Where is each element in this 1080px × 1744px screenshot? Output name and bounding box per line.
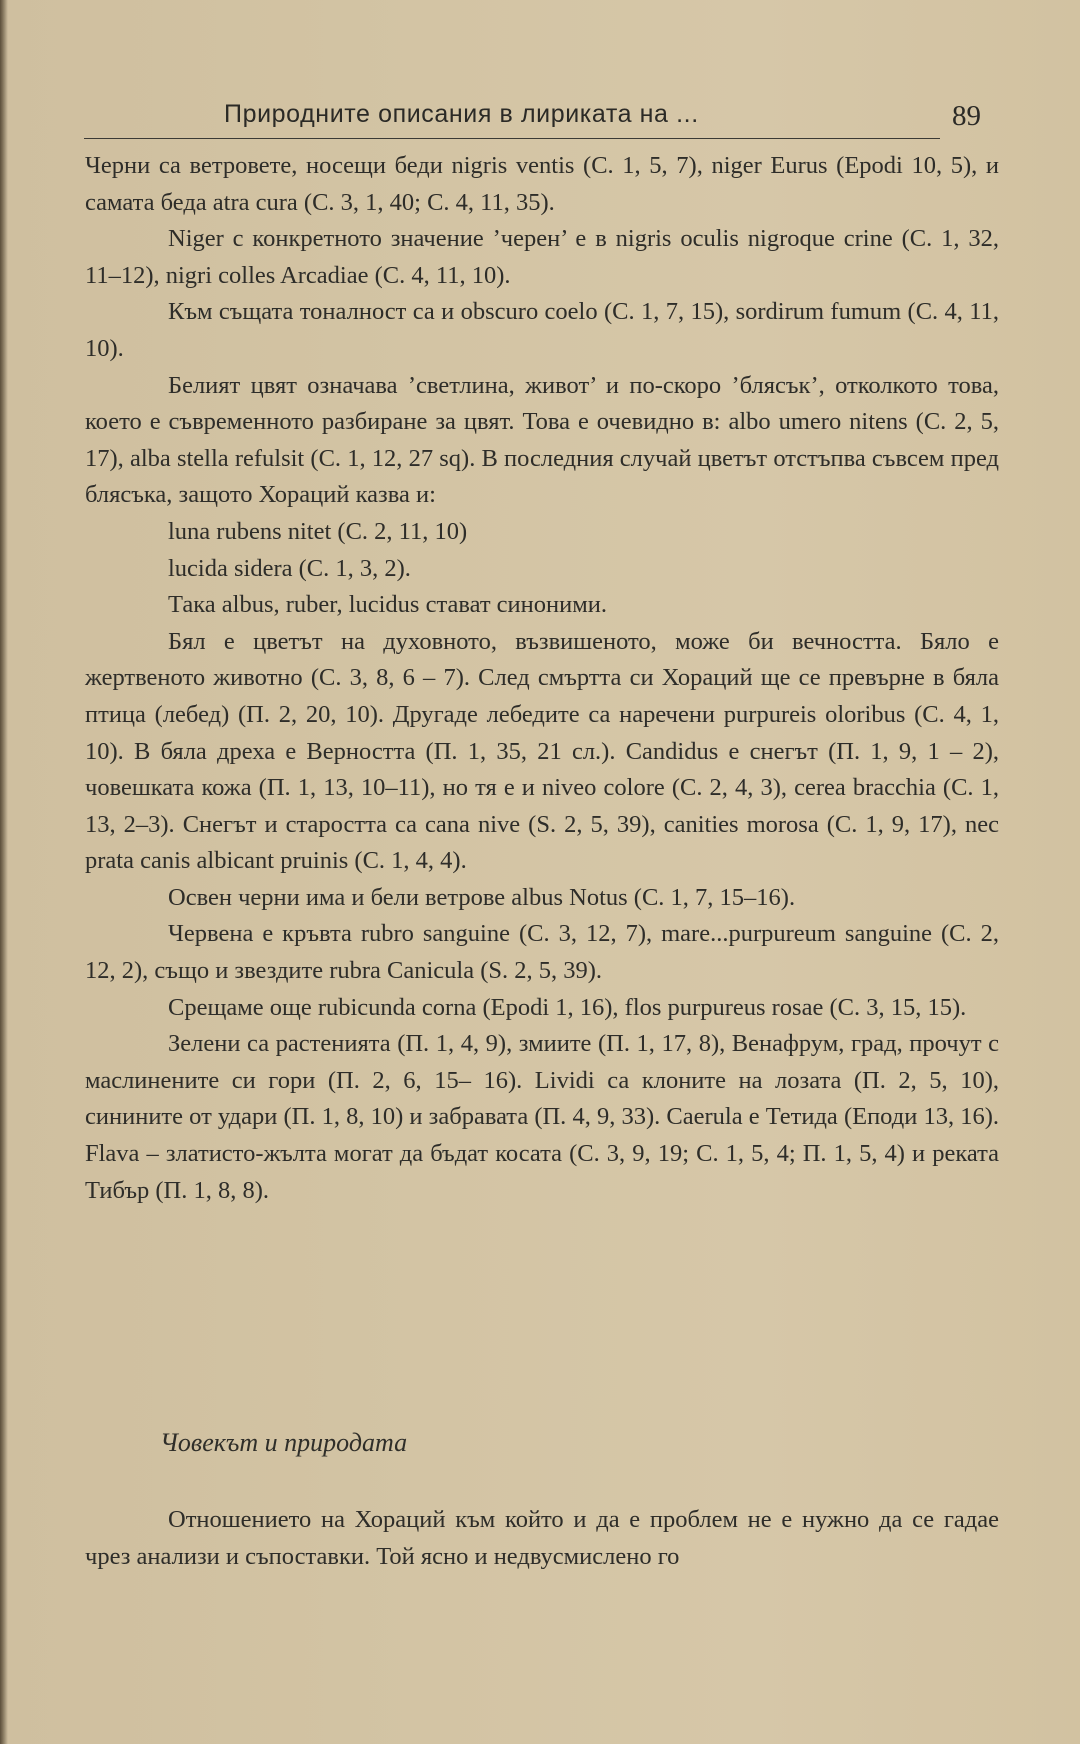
verse-line: luna rubens nitet (C. 2, 11, 10) — [168, 517, 468, 545]
paragraph: Бял е цветът на духовното, възвишеното, може би вечността. Бяло е жертвеното животно (C. 3, 8, 6 – 7). След смъртта си Хораций ще се превърне в бяла птица (лебед) (П. 2, 20, 10). Другаде лебедите са наречени purpureis oloribus (C. 4, 1, 10). В бяла дреха е Верността (П. 1, 35, 21 сл.). Candidus е снегът (П. 1, 9, 1 – 2), човешката кожа (П. 1, 13, 10–11), но тя е и niveo colore (C. 2, 4, 3), cerea bracchia (C. 1, 13, 2–3). Снегът и старостта са cana nive (S. 2, 5, 39), canities morosa (C. 1, 9, 17), nec prata canis albicant pruinis (C. 1, 4, 4). — [85, 627, 999, 875]
paragraph: Червена е кръвта rubro sanguine (C. 3, 12, 7), mare...purpureum sanguine (C. 2, 12, 2), също и звездите rubra Canicula (S. 2, 5, 39). — [85, 920, 999, 985]
paragraph: Срещаме още rubicunda corna (Epodi 1, 16), flos purpureus rosae (C. 3, 15, 15). — [168, 993, 967, 1021]
section-heading: Човекът и природата — [160, 1428, 408, 1457]
paragraph: Niger с конкретното значение ’черен’ е в nigris oculis nigroque crine (C. 1, 32, 11–12), nigri colles Arcadiae (C. 4, 11, 10). — [85, 225, 999, 289]
paragraph: Отношението на Хораций към който и да е проблем не е нужно да се гадае чрез анализи и съпоставки. Той ясно и недвусмислено го — [85, 1506, 999, 1570]
paragraph: Така albus, ruber, lucidus стават синоними. — [168, 591, 607, 619]
body-text — [85, 148, 999, 1209]
section-body-text — [85, 1502, 999, 1575]
paragraph: Белият цвят означава ’светлина, живот’ и по-скоро ’блясък’, отколкото това, което е съвременното разбиране за цвят. Това е очевидно в: albo umero nitens (C. 2, 5, 17), alba stella refulsit (C. 1, 12, 27 sq). В последния случай цветът отстъпва съвсем пред блясъка, защото Хораций казва и: — [85, 371, 999, 509]
paragraph: Черни са ветровете, носещи беди nigris ventis (C. 1, 5, 7), niger Eurus (Epodi 10, 5), и самата беда atra cura (C. 3, 1, 40; C. 4, 11, 35). — [85, 152, 999, 216]
running-title: Природните описания в лириката на ... — [224, 100, 699, 128]
verse-line: lucida sidera (C. 1, 3, 2). — [168, 554, 411, 582]
running-header — [84, 98, 940, 139]
paragraph: Зелени са растенията (П. 1, 4, 9), змиите (П. 1, 17, 8), Венафрум, град, прочут с маслинените си гори (П. 2, 6, 15– 16). Lividi са клоните на лозата (П. 2, 5, 10), синините от удари (П. 1, 8, 10) и забравата (П. 4, 9, 33). Caerula е Тетида (Еподи 13, 16). Flava – златисто-жълта могат да бъдат косата (C. 3, 9, 19; C. 1, 5, 4; П. 1, 5, 4) и реката Тибър (П. 1, 8, 8). — [85, 1030, 999, 1204]
paragraph: Освен черни има и бели ветрове albus Notus (C. 1, 7, 15–16). — [168, 883, 796, 911]
paragraph: Към същата тоналност са и obscuro coelo (C. 1, 7, 15), sordirum fumum (C. 4, 11, 10). — [85, 298, 999, 362]
page-number: 89 — [952, 100, 981, 132]
spine-shadow — [0, 0, 8, 1744]
